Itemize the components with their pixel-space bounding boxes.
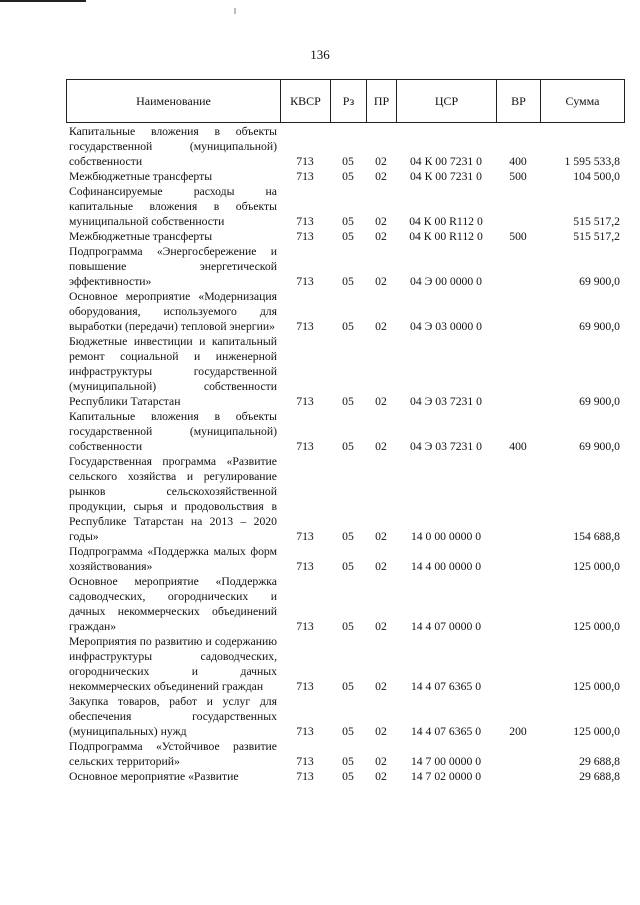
row-name: Основное мероприятие «Развитие [69, 770, 239, 783]
row-pr: 02 [375, 275, 387, 288]
row-csr: 14 4 07 0000 0 [410, 620, 482, 633]
row-vr: 400 [509, 440, 527, 453]
row-kvsr: 713 [296, 680, 314, 693]
table-row [66, 334, 624, 409]
table-row [66, 169, 624, 184]
row-pr: 02 [375, 170, 387, 183]
table-row [66, 229, 624, 244]
row-csr: 14 4 07 6365 0 [410, 680, 482, 693]
row-name: Основное мероприятие «Модернизация оборудования, используемого для выработки (передачи) тепловой энергии» [69, 290, 277, 333]
table-row [66, 694, 624, 739]
row-name: Межбюджетные трансферты [69, 230, 213, 243]
row-csr: 04 К 00 7231 0 [409, 170, 483, 183]
row-kvsr: 713 [296, 170, 314, 183]
row-rz: 05 [342, 320, 354, 333]
table-body [66, 124, 624, 784]
table-row [66, 124, 624, 169]
row-rz: 05 [342, 725, 354, 738]
row-csr: 14 4 07 6365 0 [410, 725, 482, 738]
row-rz: 05 [342, 680, 354, 693]
row-name: Межбюджетные трансферты [69, 170, 213, 183]
row-csr: 04 Э 03 0000 0 [410, 320, 482, 333]
row-kvsr: 713 [296, 440, 314, 453]
table-row [66, 409, 624, 454]
row-kvsr: 713 [296, 560, 314, 573]
row-sum: 69 900,0 [579, 320, 620, 333]
row-vr: 500 [509, 170, 527, 183]
row-sum: 515 517,2 [573, 230, 620, 243]
table-row [66, 634, 624, 694]
row-rz: 05 [342, 560, 354, 573]
row-kvsr: 713 [296, 755, 314, 768]
row-sum: 69 900,0 [579, 395, 620, 408]
row-csr: 14 4 00 0000 0 [410, 560, 482, 573]
row-name: Основное мероприятие «Поддержка садоводческих, огороднических и дачных некоммерческих объединений граждан» [69, 575, 277, 633]
row-name: Подпрограмма «Энергосбережение и повышение энергетической эффективности» [69, 245, 277, 288]
row-pr: 02 [375, 770, 387, 783]
row-name: Софинансируемые расходы на капитальные вложения в объекты муниципальной собственности [69, 185, 277, 228]
table-row [66, 289, 624, 334]
row-csr: 14 7 00 0000 0 [410, 755, 482, 768]
row-csr: 04 К 00 R112 0 [409, 230, 483, 243]
page-number: 136 [310, 47, 330, 62]
row-name: Закупка товаров, работ и услуг для обеспечения государственных (муниципальных) нужд [69, 695, 277, 738]
row-pr: 02 [375, 725, 387, 738]
row-pr: 02 [375, 440, 387, 453]
row-sum: 29 688,8 [579, 755, 620, 768]
table-row [66, 574, 624, 634]
row-vr: 200 [509, 725, 527, 738]
table-row [66, 454, 624, 544]
row-rz: 05 [342, 620, 354, 633]
table-row [66, 244, 624, 289]
table-row [66, 739, 624, 769]
row-csr: 14 0 00 0000 0 [410, 530, 482, 543]
row-sum: 104 500,0 [573, 170, 620, 183]
row-kvsr: 713 [296, 215, 314, 228]
header-csr: ЦСР [397, 80, 497, 123]
row-rz: 05 [342, 440, 354, 453]
row-csr: 04 Э 00 0000 0 [410, 275, 482, 288]
row-vr: 500 [509, 230, 527, 243]
row-kvsr: 713 [296, 275, 314, 288]
row-sum: 125 000,0 [573, 620, 620, 633]
row-csr: 04 К 00 R112 0 [409, 215, 483, 228]
header-row [67, 80, 625, 123]
row-pr: 02 [375, 395, 387, 408]
row-rz: 05 [342, 755, 354, 768]
header-kvsr: КВСР [281, 80, 331, 123]
row-kvsr: 713 [296, 770, 314, 783]
header-name: Наименование [67, 80, 281, 123]
row-csr: 04 К 00 7231 0 [409, 155, 483, 168]
row-csr: 14 7 02 0000 0 [410, 770, 482, 783]
row-sum: 69 900,0 [579, 440, 620, 453]
row-csr: 04 Э 03 7231 0 [410, 440, 482, 453]
row-pr: 02 [375, 215, 387, 228]
row-kvsr: 713 [296, 620, 314, 633]
row-kvsr: 713 [296, 320, 314, 333]
row-rz: 05 [342, 155, 354, 168]
row-name: Подпрограмма «Устойчивое развитие сельских территорий» [69, 740, 277, 768]
header-sum: Сумма [541, 80, 625, 123]
row-rz: 05 [342, 230, 354, 243]
table-row [66, 544, 624, 574]
row-name: Государственная программа «Развитие сельского хозяйства и регулирование рынков сельскохозяйственной продукции, сырья и продовольствия в Республике Татарстан на 2013 – 2020 годы» [69, 455, 277, 543]
row-name: Капитальные вложения в объекты государственной (муниципальной) собственности [69, 125, 277, 168]
row-kvsr: 713 [296, 155, 314, 168]
row-pr: 02 [375, 320, 387, 333]
row-rz: 05 [342, 170, 354, 183]
row-name: Мероприятия по развитию и содержанию инфраструктуры садоводческих, огороднических и дачных некоммерческих объединений граждан [69, 635, 277, 693]
row-pr: 02 [375, 230, 387, 243]
header-vr: ВР [497, 80, 541, 123]
row-csr: 04 Э 03 7231 0 [410, 395, 482, 408]
row-rz: 05 [342, 395, 354, 408]
row-pr: 02 [375, 530, 387, 543]
row-sum: 515 517,2 [573, 215, 620, 228]
row-kvsr: 713 [296, 230, 314, 243]
row-rz: 05 [342, 530, 354, 543]
row-pr: 02 [375, 680, 387, 693]
row-kvsr: 713 [296, 395, 314, 408]
row-rz: 05 [342, 770, 354, 783]
row-sum: 125 000,0 [573, 680, 620, 693]
row-rz: 05 [342, 215, 354, 228]
row-pr: 02 [375, 560, 387, 573]
row-sum: 154 688,8 [573, 530, 620, 543]
row-name: Подпрограмма «Поддержка малых форм хозяйствования» [69, 545, 277, 573]
table-header [66, 79, 625, 123]
row-sum: 69 900,0 [579, 275, 620, 288]
row-sum: 125 000,0 [573, 725, 620, 738]
row-name: Бюджетные инвестиции и капитальный ремонт социальной и инженерной инфраструктуры государственной (муниципальной) собственности Республики Татарстан [69, 335, 277, 408]
row-sum: 1 595 533,8 [564, 155, 620, 168]
top-rule [0, 0, 86, 2]
scan-mark [234, 8, 236, 14]
row-rz: 05 [342, 275, 354, 288]
row-kvsr: 713 [296, 725, 314, 738]
table-row [66, 769, 624, 784]
row-kvsr: 713 [296, 530, 314, 543]
row-pr: 02 [375, 155, 387, 168]
row-name: Капитальные вложения в объекты государственной (муниципальной) собственности [69, 410, 277, 453]
row-sum: 29 688,8 [579, 770, 620, 783]
row-pr: 02 [375, 620, 387, 633]
header-rz: Рз [331, 80, 367, 123]
row-sum: 125 000,0 [573, 560, 620, 573]
header-pr: ПР [367, 80, 397, 123]
table-row [66, 184, 624, 229]
row-pr: 02 [375, 755, 387, 768]
row-vr: 400 [509, 155, 527, 168]
